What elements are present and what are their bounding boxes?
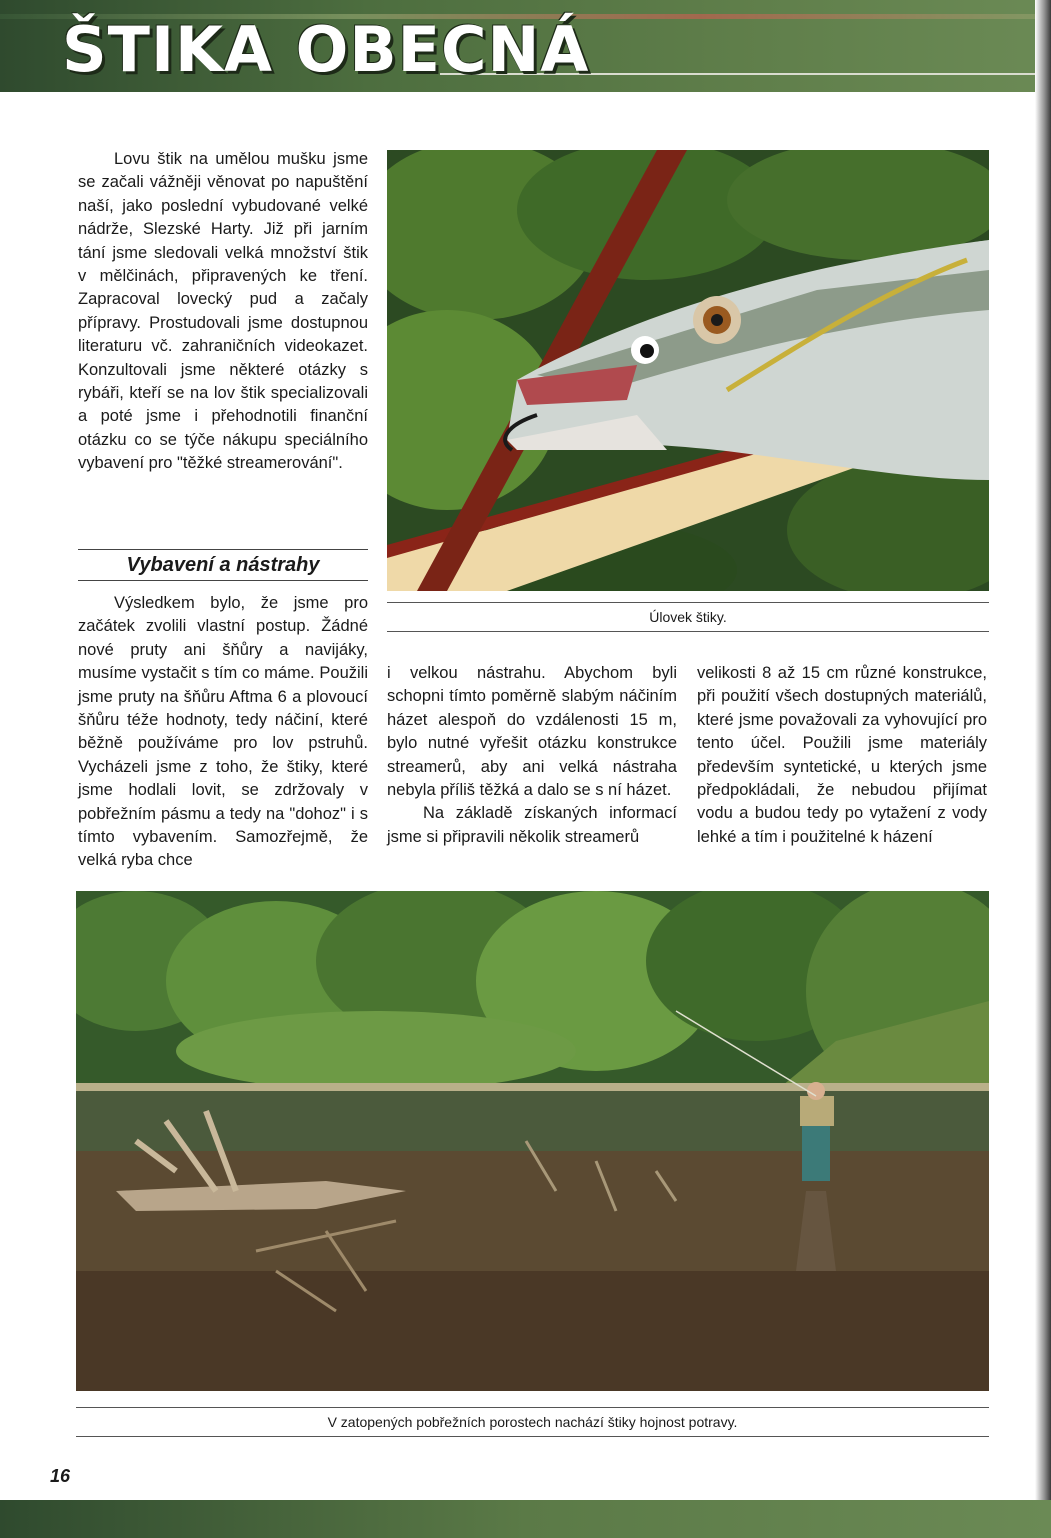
pike-photo-graphic [387,150,989,591]
body-paragraph-middle-2: Na základě získaných informací jsme si připravili několik streamerů [387,804,677,846]
intro-column [78,148,368,476]
left-column [78,592,368,873]
body-paragraph-middle-1: i velkou nástrahu. Abychom byli schopni tímto poměrně slabým náčiním házet alespoň do vzdálenosti 15 m, bylo nutné vyřešit otázku konstrukce streamerů, aby ani velká nástraha nebyla příliš těžká a dalo se s ní házet. [387,664,677,800]
pike-photo [387,150,989,591]
page-title: ŠTIKA OBECNÁ [62,13,590,86]
page-number: 16 [50,1466,71,1486]
footer-band [0,1500,1051,1538]
river-photo-graphic [76,891,989,1391]
river-photo-caption: V zatopených pobřežních porostech nachází štiky hojnost potravy. [76,1407,989,1437]
body-paragraph-right: velikosti 8 až 15 cm různé konstrukce, při použití všech dostupných materiálů, které jsme považovali za vyhovující pro tento účel. Použili jsme materiály především syntetické, u kterých jsme předpokládali, že nebudou přijímat vodu a budou tedy po vytažení z vody lehké a tím i použitelné k házení [697,664,987,846]
middle-column [387,662,677,849]
right-column [697,662,987,849]
pike-photo-caption: Úlovek štiky. [387,602,989,632]
section-heading: Vybavení a nástrahy [78,549,368,581]
intro-paragraph: Lovu štik na umělou mušku jsme se začali vážněji věnovat po napuštění naší, jako poslední vybudované velké nádrže, Slezské Harty. Již při jarním tání jsme sledovali velká množství štik v mělčinách, připravených ke tření. Zapracoval lovecký pud a začaly přípravy. Prostudovali jsme dostupnou literaturu vč. zahraničních videokazet. Konzultovali jsme některé otázky s rybáři, kteří se na lov štik specializovali a poté jsme i přehodnotili finanční otázku co se týče nákupu speciálního vybavení pro "těžké streamerování". [78,150,368,473]
river-photo [76,891,989,1391]
page-edge-shadow [1035,0,1051,1538]
body-paragraph-left: Výsledkem bylo, že jsme pro začátek zvolili vlastní postup. Žádné nové pruty ani šňůry a navijáky, musíme vystačit s tím co máme. Použili jsme pruty na šňůru Aftma 6 a plovoucí šňůru téže hodnoty, tedy náčiní, které běžně používáme pro lov pstruhů. Vycházeli jsme z toho, že štiky, které jsme hodlali lovit, se zdržovaly v pobřežním pásmu a tedy na "dohoz" i s tímto vybavením. Samozřejmě, že velká ryba chce [78,594,368,870]
